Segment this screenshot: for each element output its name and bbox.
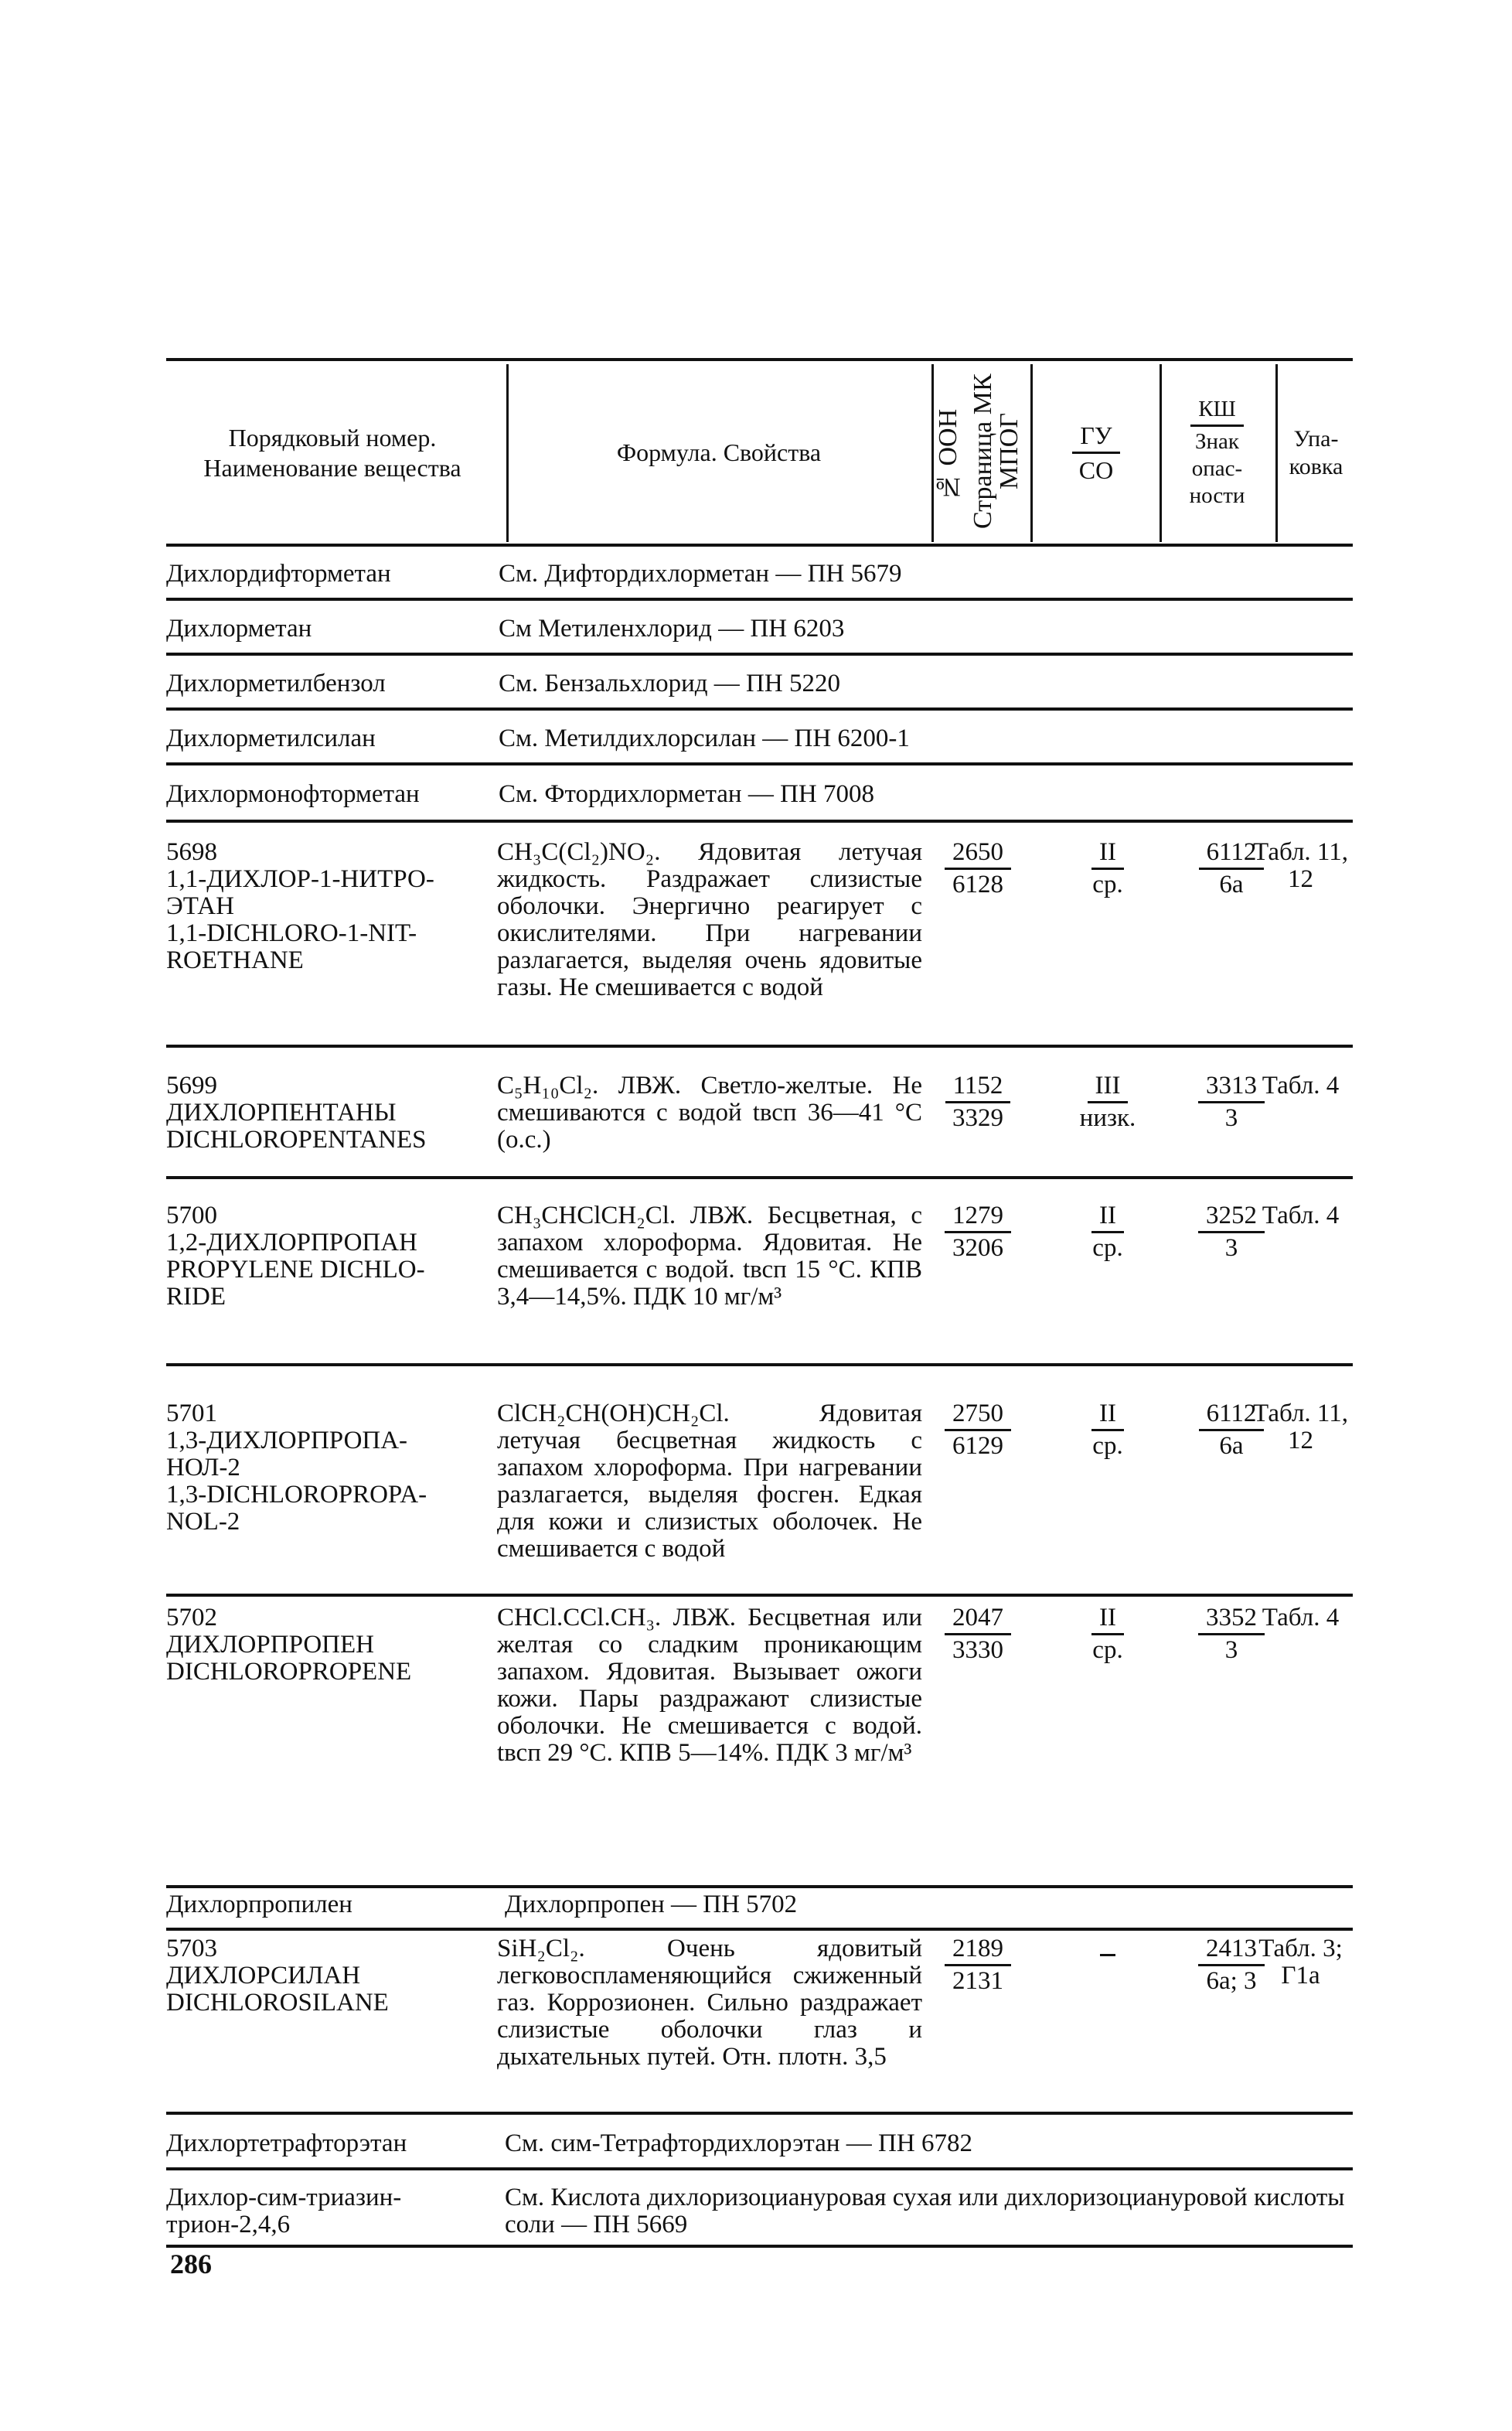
formula-properties: CHCl.CCl.CH₃. ЛВЖ. Бесцветная или желтая со сладким проникающим запахом. Ядовитая. Вызывает ожоги кожи. Пары раздражают слизистые оболочки. Не смешивается с водой. tвсп 29 °C. КПВ 5—14%. ПДК 3 мг/м³ [497, 1604, 922, 1767]
substance-name: 5698 1,1-ДИХЛОР-1-НИТРО- ЭТАН 1,1-DICHLORO-1-NIT- ROETHANE [166, 838, 434, 974]
gu-so: $\frac{II}{ср.}$ [1092, 1400, 1123, 1460]
packaging: Табл. 11, 12 [1253, 1400, 1348, 1454]
gu-so: $\frac{II}{ср.}$ [1092, 1604, 1123, 1664]
substance-name: 5700 1,2-ДИХЛОРПРОПАН PROPYLENE DICHLO- RIDE [166, 1202, 425, 1311]
formula-properties: CH₃CHClCH₂Cl. ЛВЖ. Бесцветная, с запахом хлороформа. Ядовитая. Не смешивается с водой. tвсп 15 °C. КПВ 3,4—14,5%. ПДК 10 мг/м³ [497, 1202, 922, 1311]
ksh-sign: $\frac{2413}{6а; 3}$ [1170, 1935, 1293, 1995]
un-page: $\frac{1152}{3329}$ [924, 1072, 1032, 1132]
row-rule [166, 2112, 1353, 2115]
ref-name: Дихлорметан [166, 615, 312, 643]
ref-text: См. Метилдихлорсилан — ПН 6200-1 [499, 725, 910, 752]
header-name: Порядковый номер. Наименование вещества [203, 424, 461, 482]
page-number: 286 [170, 2249, 212, 2279]
un-page: $\frac{2047}{3330}$ [924, 1604, 1032, 1664]
ref-name: Дихлор-сим-триазин-трион-2,4,6 [166, 2184, 402, 2238]
ref-text: См. Кислота дихлоризоциануровая сухая или дихлоризоциануровой кислоты соли — ПН 5669 [505, 2184, 1345, 2238]
ref-text: Дихлорпропен — ПН 5702 [505, 1891, 798, 1918]
header-divider [1275, 364, 1278, 542]
ksh-sign: $\frac{3252}{3}$ [1170, 1202, 1293, 1262]
formula-properties: CH₃C(Cl₂)NO₂. Ядовитая летучая жидкость. Раздражает слизистые оболочки. Энергично реагирует с окислителями. При нагревании разлагается, выделяя очень ядовитые газы. Не смешивается с водой [497, 838, 922, 1001]
packaging: Табл. 11, 12 [1253, 838, 1348, 893]
row-rule [166, 1176, 1353, 1179]
gu-so: $\frac{II}{ср.}$ [1092, 1202, 1123, 1262]
row-rule [166, 1363, 1353, 1366]
gu-so: $\frac{\text{III}}{\text{низк.}}$ [1079, 1072, 1136, 1132]
header-pack: Упа- ковка [1289, 425, 1343, 479]
packaging: Табл. 4 [1262, 1202, 1340, 1229]
row-rule [166, 1594, 1353, 1597]
ksh-sign: $\frac{3313}{3}$ [1170, 1072, 1293, 1132]
ref-name: Дихлорпропилен [166, 1891, 352, 1918]
un-page: $\frac{1279}{3206}$ [924, 1202, 1032, 1262]
formula-properties: ClCH₂CH(OH)CH₂Cl. Ядовитая летучая бесцветная жидкость с запахом хлороформа. При нагревании разлагается, выделяя фосген. Едкая для кожи и слизистых оболочек. Не смешивается с водой [497, 1400, 922, 1563]
ref-text: См. Фтордихлорметан — ПН 7008 [499, 780, 875, 808]
row-rule [166, 1928, 1353, 1931]
row-rule [166, 653, 1353, 656]
gu-so: $\frac{II}{ср.}$ [1092, 838, 1123, 898]
substance-name: 5699 ДИХЛОРПЕНТАНЫ DICHLOROPENTANES [166, 1072, 427, 1154]
ksh-sign: $\frac{6112}{6а}$ [1170, 839, 1293, 898]
row-rule [166, 762, 1353, 765]
ref-name: Дихлорметилсилан [166, 725, 376, 752]
header-divider [1160, 364, 1162, 542]
un-page: $\frac{2750}{6129}$ [924, 1400, 1032, 1460]
substance-name: 5703 ДИХЛОРСИЛАН DICHLOROSILANE [166, 1935, 389, 2017]
ref-name: Дихлордифторметан [166, 560, 391, 588]
ref-text: См. Дифтордихлорметан — ПН 5679 [499, 560, 902, 588]
ref-name: Дихлортетрафторэтан [166, 2129, 407, 2157]
ksh-sign: $\frac{6112}{6а}$ [1170, 1400, 1293, 1460]
row-rule [166, 598, 1353, 601]
header-gu-so: $\frac{ГУ}{СО}$ [1038, 358, 1154, 547]
header-ksh-sign: $\frac{КШ}{\text{Знак опас- ности}}$ [1189, 397, 1245, 508]
ref-name: Дихлорметилбензол [166, 670, 386, 697]
packaging: Табл. 3; Г1а [1258, 1935, 1343, 1989]
formula-properties: SiH₂Cl₂. Очень ядовитый легковоспламеняющийся сжиженный газ. Коррозионен. Сильно раздражает слизистые оболочки глаз и дыхательных путей. Отн. плотн. 3,5 [497, 1935, 922, 2071]
header-un-number: № ООН [934, 408, 962, 502]
ref-text: См Метиленхлорид — ПН 6203 [499, 615, 845, 643]
formula-properties: C₅H₁₀Cl₂. ЛВЖ. Светло-желтые. Не смешиваются с водой tвсп 36—41 °C (о.с.) [497, 1072, 922, 1154]
table-bottom-rule [166, 2245, 1353, 2248]
row-rule [166, 707, 1353, 711]
header-divider [506, 364, 509, 542]
substance-name: 5701 1,3-ДИХЛОРПРОПА- НОЛ-2 1,3-DICHLOROPROPA- NOL-2 [166, 1400, 427, 1536]
row-rule [166, 1885, 1353, 1888]
packaging: Табл. 4 [1262, 1072, 1340, 1100]
un-page: $\frac{2650}{6128}$ [924, 839, 1032, 898]
ref-text: См. Бензальхлорид — ПН 5220 [499, 670, 840, 697]
ref-text: См. сим-Тетрафтордихлорэтан — ПН 6782 [505, 2129, 972, 2157]
gu-so [1054, 1935, 1162, 1962]
header-page: Страница МК МПОГ [969, 373, 1023, 529]
ref-name: Дихлормонофторметан [166, 780, 420, 808]
substance-name: 5702 ДИХЛОРПРОПЕН DICHLOROPROPENE [166, 1604, 412, 1686]
header-bottom-rule [166, 544, 1353, 547]
row-rule [166, 1045, 1353, 1048]
header-formula: Формула. Свойства [616, 438, 822, 467]
un-page: $\frac{2189}{2131}$ [924, 1935, 1032, 1995]
header-divider [1030, 364, 1033, 542]
row-rule [166, 820, 1353, 823]
row-rule [166, 2167, 1353, 2170]
ksh-sign: $\frac{3352}{3}$ [1170, 1604, 1293, 1664]
packaging: Табл. 4 [1262, 1604, 1340, 1631]
